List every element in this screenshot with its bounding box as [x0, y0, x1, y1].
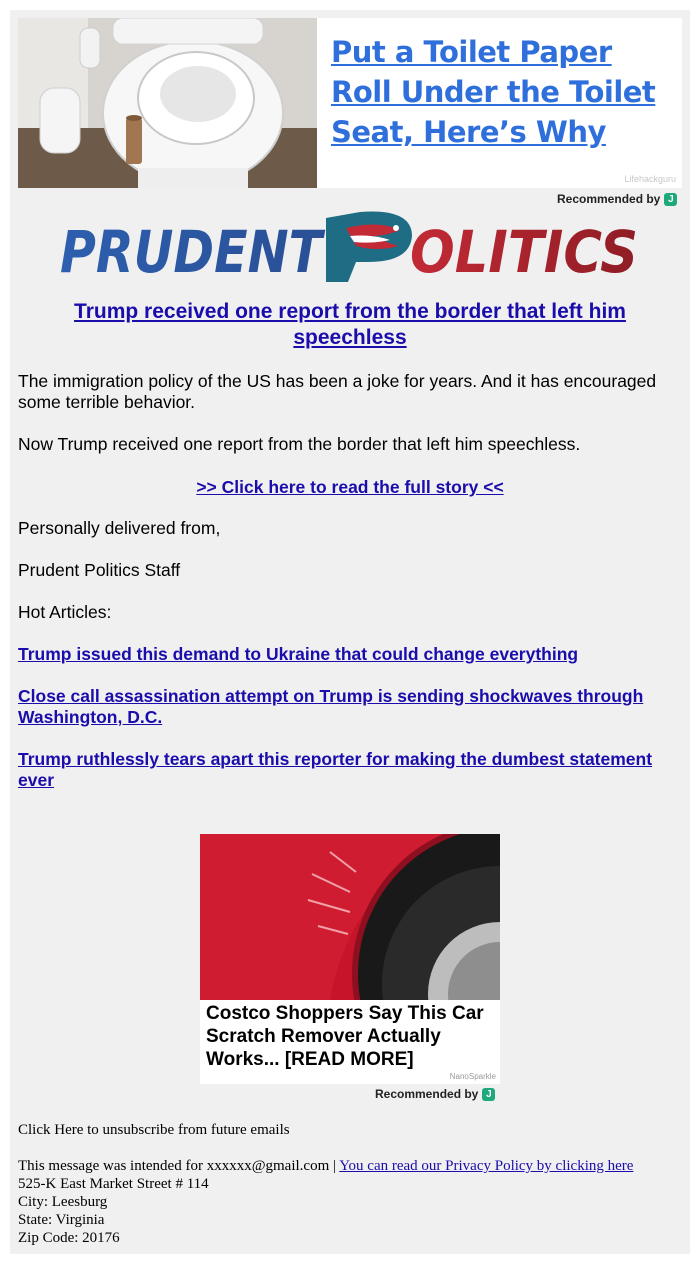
article-headline-link[interactable]: Trump received one report from the border that left him speechless	[74, 300, 626, 349]
address-line: 525-K East Market Street # 114	[18, 1176, 209, 1192]
hot-articles-label: Hot Articles:	[18, 602, 112, 622]
email-body	[10, 10, 690, 1254]
signoff-text: Personally delivered from,	[18, 518, 221, 538]
recommended-by-label: Recommended by	[557, 192, 661, 206]
bottom-ad-headline[interactable]: Costco Shoppers Say This Car Scratch Remover Actually Works... [READ MORE]	[206, 1003, 484, 1070]
article-paragraph: The immigration policy of the US has been a joke for years. And it has encouraged some terrible behavior.	[18, 371, 657, 412]
city-line: City: Leesburg	[18, 1194, 108, 1210]
privacy-policy-link[interactable]: You can read our Privacy Policy by clicking here	[339, 1158, 634, 1174]
logo-text-prudent: PRUDENT	[60, 218, 326, 282]
recommender-logo-icon: J	[664, 193, 677, 206]
bottom-ad-source: NanoSparkle	[449, 1072, 496, 1081]
top-sponsored-ad[interactable]	[18, 18, 682, 188]
prudent-politics-logo	[60, 206, 640, 282]
car-scratch-ad-image[interactable]	[200, 834, 500, 1000]
top-recommended-by[interactable]	[557, 192, 677, 206]
top-ad-source: Lifehackguru	[624, 174, 676, 184]
footer-intended-line	[18, 1157, 633, 1175]
top-ad-headline[interactable]: Put a Toilet Paper Roll Under the Toilet Seat, Here’s Why	[331, 35, 656, 149]
intended-recipient-text: This message was intended for xxxxxx@gmail.com |	[18, 1158, 340, 1174]
read-full-story-link[interactable]: >> Click here to read the full story <<	[196, 477, 504, 497]
hot-article-link[interactable]: Trump ruthlessly tears apart this reporter for making the dumbest statement ever	[18, 749, 653, 790]
zip-line: Zip Code: 20176	[18, 1230, 120, 1246]
recommender-logo-icon: J	[482, 1088, 495, 1101]
state-line: State: Virginia	[18, 1212, 105, 1228]
article-paragraph: Now Trump received one report from the border that left him speechless.	[18, 434, 581, 454]
hot-article-link[interactable]: Close call assassination attempt on Trump is sending shockwaves through Washington, D.C.	[18, 686, 644, 727]
recommended-by-label: Recommended by	[375, 1087, 479, 1101]
hot-article-link[interactable]: Trump issued this demand to Ukraine that could change everything	[18, 644, 579, 664]
bottom-recommended-by[interactable]	[375, 1087, 495, 1101]
eagle-p-icon	[326, 212, 412, 283]
toilet-ad-image[interactable]	[18, 18, 317, 188]
unsubscribe-link[interactable]: Click Here to unsubscribe from future emails	[18, 1122, 290, 1138]
logo-text-olitics: OLITICS	[410, 218, 638, 282]
staff-signature: Prudent Politics Staff	[18, 560, 181, 580]
bottom-sponsored-ad[interactable]	[200, 834, 500, 1084]
